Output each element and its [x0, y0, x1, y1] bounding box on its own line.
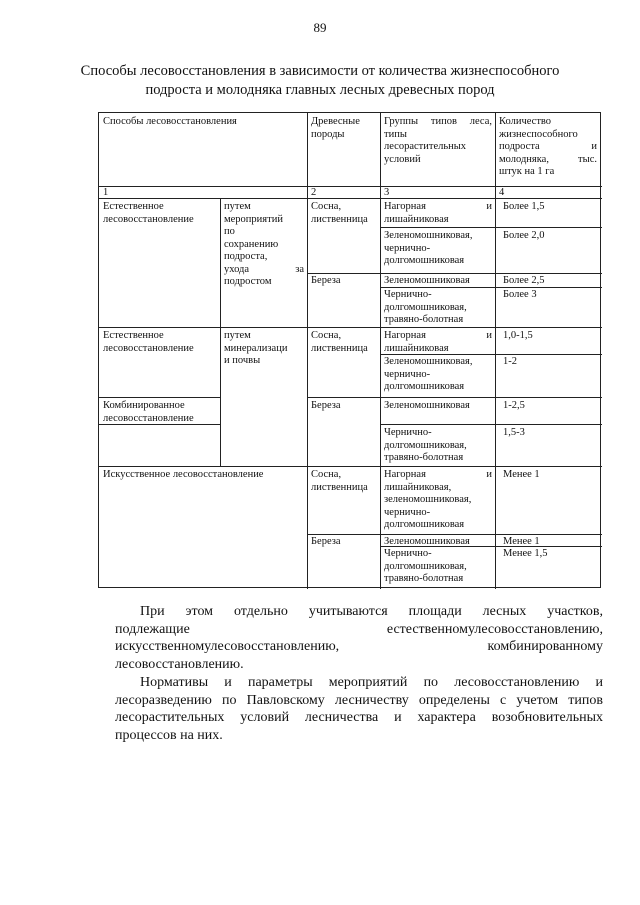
amount-row-4: Более 3 [503, 289, 537, 300]
col-number-4: 4 [499, 187, 505, 198]
forest-type-row-11: Чернично- долгомошниковая, травяно-болотная [384, 548, 467, 584]
forest-type-row-9: Нагорная и лишайниковая, зеленомошниковая, чернично- долгомошниковая [384, 469, 492, 530]
forest-type-row-3: Зеленомошниковая [384, 275, 470, 286]
col-number-3: 3 [384, 187, 390, 198]
col-number-2: 2 [311, 187, 317, 198]
header-amount: Количество жизнеспособного подроста и молодняка, тыс. штук на 1 га [499, 116, 597, 177]
amount-row-7: 1-2,5 [503, 400, 525, 411]
title-line-2: подроста и молодняка главных лесных древесных пород [145, 82, 495, 98]
methods-table [98, 112, 601, 588]
forest-type-row-4: Чернично- долгомошниковая, травяно-болотная [384, 289, 467, 325]
amount-row-10: Менее 1 [503, 536, 540, 547]
method-natural-1-sub: путем мероприятий по сохранению подроста, ухода за подростом [224, 201, 304, 287]
paragraph-2-line-2: лесоразведению по Павловскому лесничеству определены с учетом типов [115, 692, 603, 708]
page-title [80, 62, 560, 100]
forest-type-row-1: Нагорная и лишайниковая [384, 201, 492, 225]
amount-row-8: 1,5-3 [503, 427, 525, 438]
header-species: Древесные породы [311, 116, 360, 140]
forest-type-row-8: Чернично- долгомошниковая, травяно-болотная [384, 427, 467, 463]
paragraph-1-line-2: подлежащие естественномулесовосстановлению, [115, 621, 603, 637]
paragraph-1-line-3: искусственномулесовосстановлению, комбинированному [115, 639, 603, 654]
title-line-1: Способы лесовосстановления в зависимости от количества жизнеспособного [80, 63, 560, 79]
paragraph-1-line-4: лесовосстановлению. [115, 656, 244, 672]
amount-row-3: Более 2,5 [503, 275, 545, 286]
paragraph-1-line-1: При этом отдельно учитываются площади лесных участков, [140, 604, 603, 619]
species-birch-3: Береза [311, 536, 341, 547]
header-forest-types: Группы типов леса, типы лесорастительных условий [384, 116, 492, 165]
forest-type-row-7: Зеленомошниковая [384, 400, 470, 411]
amount-row-1: Более 1,5 [503, 201, 545, 212]
species-birch-2: Береза [311, 400, 341, 411]
method-natural-2-sub: путем минерализаци и почвы [224, 330, 288, 366]
method-natural-2: Естественное лесовосстановление [103, 330, 194, 354]
paragraph-2-line-3: лесорастительных условий лесничества и характера возобновительных [115, 710, 603, 725]
method-combined: Комбинированное лесовосстановление [103, 400, 194, 424]
paragraph-2-line-4: процессов на них. [115, 727, 223, 743]
paragraph-1 [115, 603, 603, 673]
page-number: 89 [313, 20, 327, 35]
amount-row-2: Более 2,0 [503, 230, 545, 241]
method-natural-1: Естественное лесовосстановление [103, 201, 194, 225]
amount-row-5: 1,0-1,5 [503, 330, 533, 341]
forest-type-row-10: Зеленомошниковая [384, 536, 470, 547]
method-artificial: Искусственное лесовосстановление [103, 469, 264, 480]
species-pine-larch-1: Сосна, лиственница [311, 201, 368, 225]
species-pine-larch-3: Сосна, лиственница [311, 469, 368, 493]
col-number-1: 1 [103, 187, 109, 198]
amount-row-11: Менее 1,5 [503, 548, 548, 559]
paragraph-2 [115, 674, 603, 744]
forest-type-row-2: Зеленомошниковая, чернично- долгомошниковая [384, 230, 473, 266]
species-pine-larch-2: Сосна, лиственница [311, 330, 368, 354]
header-methods: Способы лесовосстановления [103, 116, 237, 127]
paragraph-2-line-1: Нормативы и параметры мероприятий по лесовосстановлению и [140, 675, 603, 690]
forest-type-row-5: Нагорная и лишайниковая [384, 330, 492, 354]
amount-row-6: 1-2 [503, 356, 517, 367]
amount-row-9: Менее 1 [503, 469, 540, 480]
species-birch-1: Береза [311, 275, 341, 286]
forest-type-row-6: Зеленомошниковая, чернично- долгомошниковая [384, 356, 473, 392]
